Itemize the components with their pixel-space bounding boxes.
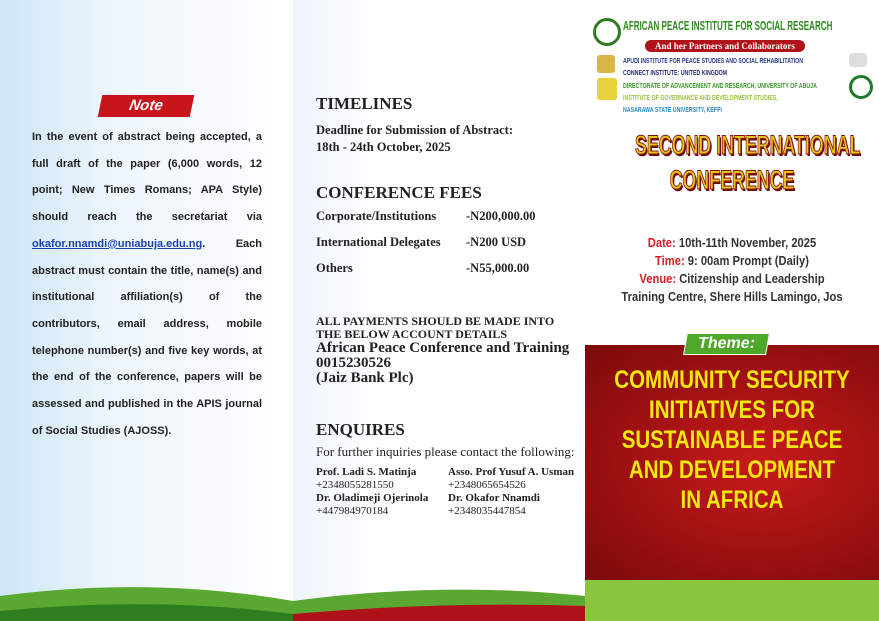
contact-phone: +2348055281550 (316, 479, 394, 491)
venue-line (606, 270, 859, 288)
fee-row (316, 209, 535, 224)
fee-label: International Delegates (316, 235, 441, 249)
enquires-intro: For further inquiries please contact the following: (316, 444, 575, 459)
theme-text (611, 365, 852, 515)
nsuk-logo (849, 75, 873, 99)
theme-line: SUSTAINABLE PEACE (621, 426, 843, 454)
email-link[interactable]: okafor.nnamdi@uniabuja.edu.ng (32, 237, 203, 250)
venue-value: Citizenship and Leadership (679, 271, 825, 286)
fees-heading: CONFERENCE FEES (316, 183, 482, 202)
middle-panel (293, 0, 585, 621)
fee-value: -N200,000.00 (466, 209, 536, 223)
partners-banner: And her Partners and Collaborators (645, 40, 805, 52)
theme-line: COMMUNITY SECURITY (614, 366, 850, 394)
theme-badge: Theme: (683, 333, 770, 355)
date-value: 10th-11th November, 2025 (678, 235, 817, 250)
conference-title: SECOND INTERNATIONAL (634, 130, 861, 160)
bank-name: (Jaiz Bank Plc) (316, 370, 414, 386)
contact-phone: +447984970184 (316, 505, 389, 517)
note-body: In the event of abstract being accepted, a full draft of the paper (6,000 words, 12 point; New Times Romans; APA Style) should reach the secretariat via (32, 131, 262, 224)
uniabuja-logo (597, 78, 617, 100)
green-footer-bar (585, 580, 879, 621)
theme-line: AND DEVELOPMENT (628, 456, 836, 484)
partner-line: DIRECTORATE OF ADVANCEMENT AND RESEARCH, UNIVERSITY OF ABUJA (623, 81, 817, 90)
date-line (606, 234, 859, 252)
green-wave (0, 576, 293, 621)
institute-logo (593, 18, 621, 46)
time-line (606, 252, 859, 270)
connect-logo (849, 53, 867, 67)
enquires-heading: ENQUIRES (316, 420, 405, 439)
fees-table (316, 209, 535, 287)
payment-details (316, 315, 569, 386)
fee-label: Others (316, 261, 353, 275)
time-label: Time: (655, 253, 685, 268)
partner-line: CONNECT INSTITUTE: UNITED KINGDOM (623, 68, 728, 77)
red-green-wave (293, 576, 585, 621)
note-text (32, 124, 262, 444)
fee-row (316, 261, 535, 276)
fee-label: Corporate/Institutions (316, 209, 437, 223)
venue-value-2: Training Centre, Shere Hills Lamingo, Jos (621, 289, 843, 304)
note-body-end: . Each abstract must contain the title, name(s) and institutional affiliation(s) of the contributors, email address, mobile telephone number(s) and five key words, at the end of the conference, papers will be assessed and published in the APIS journal of Social Studies (AJOSS). (32, 237, 262, 437)
conference-subtitle: CONFERENCE (669, 165, 795, 195)
account-number: 0015230526 (316, 355, 391, 371)
contacts-grid (316, 466, 578, 517)
theme-box (585, 335, 879, 580)
partner-line: APUDI INSTITUTE FOR PEACE STUDIES AND SOCIAL REHABILITATION (623, 56, 804, 65)
left-panel (0, 0, 293, 621)
contact-name: Prof. Ladi S. Matinja (316, 466, 417, 478)
fee-row (316, 235, 535, 250)
fee-value: -N55,000.00 (466, 261, 530, 275)
note-badge: Note (98, 95, 195, 117)
date-label: Date: (647, 235, 676, 250)
account-name: African Peace Conference and Training (316, 340, 570, 356)
contact-name: Asso. Prof Yusuf A. Usman (448, 466, 575, 478)
deadline-label: Deadline for Submission of Abstract: (316, 123, 514, 137)
theme-line: IN AFRICA (680, 486, 784, 514)
contact-phone: +2348035447854 (448, 505, 526, 517)
partner-line: NASARAWA STATE UNIVERSITY, KEFFI (623, 105, 722, 114)
deadline-dates: 18th - 24th October, 2025 (316, 140, 451, 154)
org-name: AFRICAN PEACE INSTITUTE FOR SOCIAL RESEARCH (623, 18, 833, 33)
theme-line: INITIATIVES FOR (649, 396, 815, 424)
apudi-logo (597, 55, 615, 73)
contact-name: Dr. Oladimeji Ojerinola (316, 492, 429, 504)
timelines-heading: TIMELINES (316, 94, 413, 113)
payment-line: THE BELOW ACCOUNT DETAILS (316, 327, 508, 341)
venue-label: Venue: (639, 271, 677, 286)
partner-line: INSTITUTE OF GOVERNANCE AND DEVELOPMENT STUDIES, (623, 93, 778, 102)
fee-value: -N200 USD (466, 235, 527, 249)
contact-name: Dr. Okafor Nnamdi (448, 492, 540, 504)
time-value: 9: 00am Prompt (Daily) (687, 253, 809, 268)
contact-phone: +2348065654526 (448, 479, 526, 491)
timelines-text (316, 122, 513, 156)
payment-line: ALL PAYMENTS SHOULD BE MADE INTO (316, 314, 555, 328)
